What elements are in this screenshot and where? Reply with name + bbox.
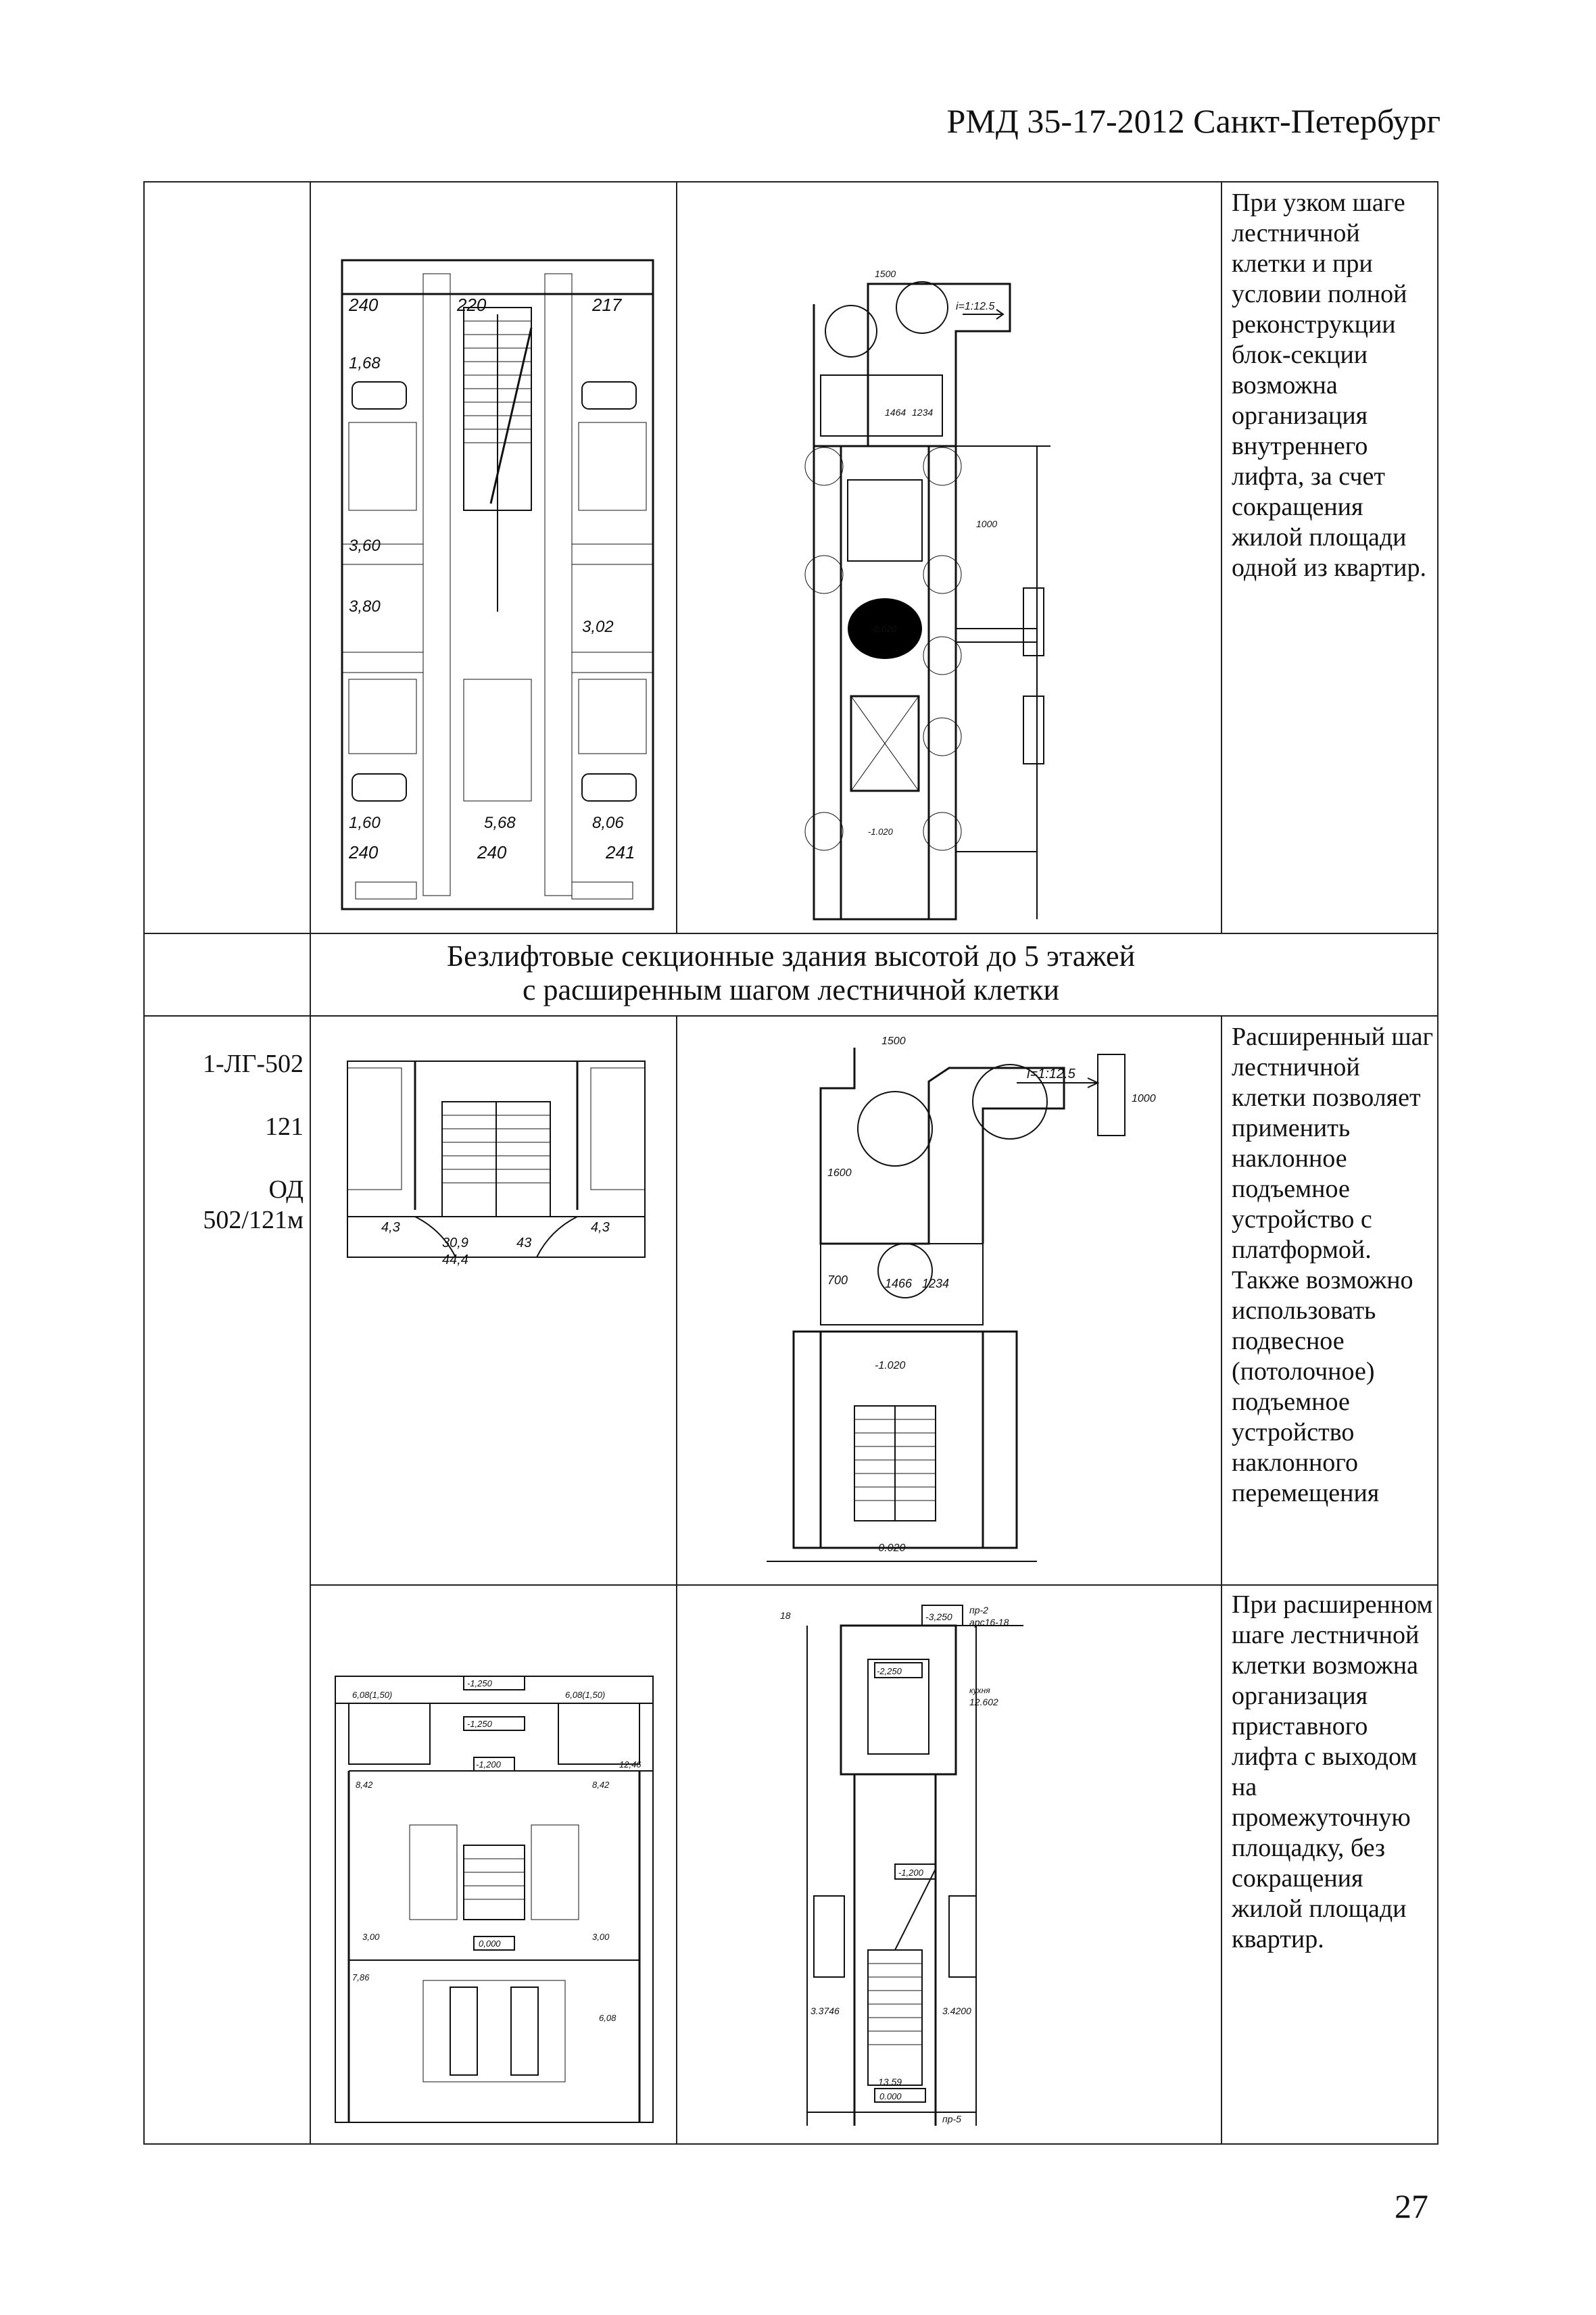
row3-note: При расширенном шаге лестничной клетки возможна организация приставного лифта с выходом на промежуточную площадку, без сокращения жилой площади квартир. bbox=[1232, 1590, 1433, 1953]
row-divider-banner-top bbox=[145, 933, 1437, 934]
row3-plan-attached-lift bbox=[322, 1663, 667, 2136]
svg-text:4,3: 4,3 bbox=[591, 1220, 610, 1235]
banner-line-2: с расширенным шагом лестничной клетки bbox=[522, 973, 1060, 1006]
row2-plan-inclined-lift-drawing bbox=[726, 1027, 1213, 1575]
svg-text:12,46: 12,46 bbox=[619, 1759, 642, 1770]
svg-text:7,86: 7,86 bbox=[352, 1972, 370, 1982]
svg-text:-3,250: -3,250 bbox=[925, 1611, 952, 1622]
svg-text:3,80: 3,80 bbox=[349, 598, 381, 616]
svg-text:8,42: 8,42 bbox=[592, 1780, 610, 1790]
svg-text:1466: 1466 bbox=[885, 1277, 913, 1290]
svg-text:-1,200: -1,200 bbox=[476, 1759, 501, 1770]
svg-text:18: 18 bbox=[780, 1610, 791, 1621]
svg-text:1234: 1234 bbox=[912, 407, 934, 418]
row-divider-banner-bottom bbox=[145, 1015, 1437, 1017]
svg-text:3,00: 3,00 bbox=[592, 1932, 610, 1942]
page-number: 27 bbox=[1395, 2187, 1428, 2225]
svg-text:-1.020: -1.020 bbox=[875, 1360, 906, 1371]
svg-text:-1.020: -1.020 bbox=[868, 827, 893, 837]
row1-plan-stairwell-drawing bbox=[322, 233, 667, 926]
svg-text:-0.020: -0.020 bbox=[871, 624, 896, 634]
svg-text:43: 43 bbox=[516, 1236, 532, 1250]
page-header: РМД 35-17-2012 Санкт-Петербург bbox=[946, 102, 1441, 140]
svg-text:4,3: 4,3 bbox=[381, 1220, 400, 1235]
svg-text:-1,250: -1,250 bbox=[467, 1678, 492, 1688]
svg-text:30,9: 30,9 bbox=[442, 1236, 468, 1250]
svg-text:240: 240 bbox=[349, 295, 379, 315]
svg-text:1,60: 1,60 bbox=[349, 814, 381, 832]
svg-text:8,06: 8,06 bbox=[592, 814, 624, 832]
svg-text:1500: 1500 bbox=[881, 1035, 906, 1047]
svg-text:1464: 1464 bbox=[885, 407, 906, 418]
row3-plan-attached-lift-drawing bbox=[322, 1663, 667, 2136]
row1-plan-stairwell bbox=[322, 233, 667, 926]
svg-text:-0.020: -0.020 bbox=[875, 1542, 906, 1554]
svg-text:i=1:12.5: i=1:12.5 bbox=[1027, 1067, 1075, 1081]
svg-text:3.4200: 3.4200 bbox=[942, 2005, 971, 2016]
row2-note: Расширенный шаг лестничной клетки позволяет применить наклонное подъемное устройство с платформой. Также возможно использовать подвесное (потолочное) подъемное устройство наклонного перемещения bbox=[1232, 1023, 1434, 1507]
svg-text:1234: 1234 bbox=[922, 1277, 950, 1290]
svg-text:1000: 1000 bbox=[1132, 1093, 1156, 1104]
row1-plan-internal-lift bbox=[740, 223, 1206, 926]
row3-plan-lift-shaft bbox=[740, 1599, 1206, 2139]
svg-text:6,08(1,50): 6,08(1,50) bbox=[352, 1690, 393, 1700]
document-table bbox=[143, 181, 1438, 2145]
svg-text:1600: 1600 bbox=[827, 1167, 852, 1179]
row1-note: При узком шаге лестничной клетки и при условии полной реконструкции блок-секции возможна организация внутреннего лифта, за счет сокращения жилой площади одной из квартир. bbox=[1232, 189, 1426, 582]
svg-text:3,00: 3,00 bbox=[362, 1932, 380, 1942]
svg-text:пр-5: пр-5 bbox=[942, 2114, 961, 2124]
svg-text:240: 240 bbox=[477, 842, 507, 862]
svg-text:8,42: 8,42 bbox=[356, 1780, 373, 1790]
svg-text:0,000: 0,000 bbox=[479, 1939, 501, 1949]
code-number: 121 bbox=[265, 1113, 304, 1141]
row-divider-row3 bbox=[310, 1584, 1437, 1586]
svg-text:-2,250: -2,250 bbox=[877, 1666, 902, 1676]
svg-text:44,4: 44,4 bbox=[442, 1252, 468, 1267]
svg-text:220: 220 bbox=[457, 295, 487, 315]
svg-text:3.3746: 3.3746 bbox=[811, 2005, 840, 2016]
svg-text:5,68: 5,68 bbox=[484, 814, 516, 832]
svg-text:241: 241 bbox=[606, 842, 635, 862]
row2-plan-inclined-lift bbox=[726, 1027, 1213, 1575]
col-divider-2b bbox=[676, 1015, 677, 2145]
code-od: ОД bbox=[268, 1175, 304, 1204]
svg-text:3,60: 3,60 bbox=[349, 537, 381, 555]
section-banner bbox=[145, 940, 1437, 1007]
col-divider-2a bbox=[676, 182, 677, 933]
svg-text:13.59: 13.59 bbox=[878, 2076, 902, 2087]
svg-text:1500: 1500 bbox=[875, 268, 896, 279]
row2-codes bbox=[145, 1049, 304, 1236]
svg-text:арс16-18: арс16-18 bbox=[969, 1617, 1009, 1628]
svg-text:кухня: кухня bbox=[969, 1686, 990, 1695]
row3-plan-lift-shaft-drawing bbox=[740, 1599, 1206, 2139]
row1-plan-internal-lift-drawing bbox=[740, 223, 1206, 926]
svg-text:217: 217 bbox=[592, 295, 622, 315]
svg-text:0.000: 0.000 bbox=[879, 2091, 902, 2101]
svg-text:700: 700 bbox=[827, 1273, 848, 1287]
code-modification: 502/121м bbox=[203, 1206, 304, 1234]
svg-text:3,02: 3,02 bbox=[582, 618, 614, 636]
row2-plan-stairwell bbox=[341, 1054, 652, 1284]
col-divider-3a bbox=[1221, 182, 1222, 933]
svg-text:6,08(1,50): 6,08(1,50) bbox=[565, 1690, 606, 1700]
svg-text:12.602: 12.602 bbox=[969, 1697, 998, 1707]
svg-text:-1,250: -1,250 bbox=[467, 1719, 492, 1729]
col-divider-3b bbox=[1221, 1015, 1222, 2145]
col-divider-1 bbox=[310, 182, 311, 2145]
svg-text:i=1:12.5: i=1:12.5 bbox=[956, 301, 995, 312]
svg-text:1,68: 1,68 bbox=[349, 354, 381, 372]
row2-plan-stairwell-drawing bbox=[341, 1054, 652, 1284]
banner-line-1: Безлифтовые секционные здания высотой до 5 этажей bbox=[446, 940, 1136, 973]
code-series: 1-ЛГ-502 bbox=[202, 1050, 304, 1078]
svg-text:-1,200: -1,200 bbox=[898, 1868, 923, 1878]
svg-text:1000: 1000 bbox=[976, 518, 998, 529]
svg-text:6,08: 6,08 bbox=[599, 2013, 616, 2023]
svg-text:пр-2: пр-2 bbox=[969, 1605, 988, 1615]
svg-text:240: 240 bbox=[349, 842, 379, 862]
